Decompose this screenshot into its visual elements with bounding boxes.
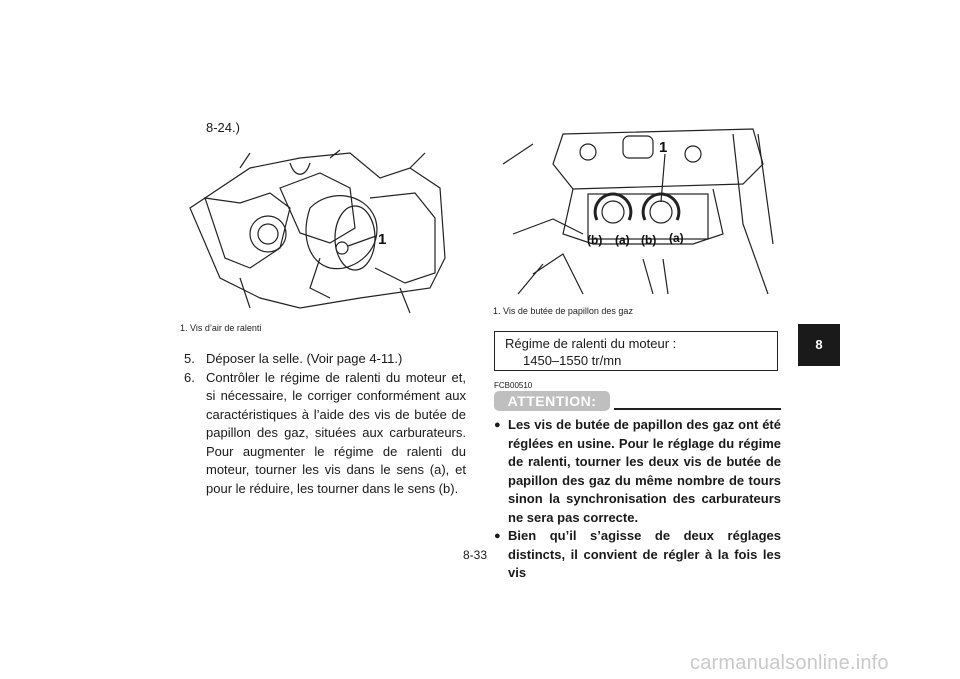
spec-label: Régime de ralenti du moteur : — [505, 336, 677, 351]
attention-bullet-1: ● Les vis de butée de papillon des gaz ont été réglées en usine. Pour le réglage du régime de ralenti, tourner les deux vis de butée de papillon des gaz du même nombre de tours sinon la synchronisation des carburateurs ne sera pas correcte. — [494, 416, 781, 527]
step-5: 5. Déposer la selle. (Voir page 4-11.) — [184, 351, 403, 366]
figure2-caption: 1. Vis de butée de papillon des gaz — [493, 306, 633, 316]
chapter-tab: 8 — [798, 324, 840, 366]
figure2-label-b2: (b) — [641, 233, 657, 247]
bullet-dot-icon: ● — [494, 419, 501, 431]
watermark: carmanualsonline.info — [690, 652, 889, 674]
figure2-callout: 1 — [659, 139, 668, 156]
page-number: 8-33 — [463, 548, 488, 562]
figure2-label-b1: (b) — [587, 233, 603, 247]
figure2-label-a1: (a) — [615, 233, 630, 247]
attention-bullet-2: ● Bien qu’il s’agisse de deux réglages distincts, il convient de régler à la fois les vis — [494, 527, 781, 583]
bullet-dot-icon: ● — [494, 530, 501, 542]
step-6: 6. Contrôler le régime de ralenti du moteur et, si nécessaire, le corriger conformément aux caractéristiques à l’aide des vis de butée de papillon des gaz, situées aux carburateurs. Pour augmenter le régime de ralenti du moteur, tourner les vis dans le sens (a), et pour le réduire, les tourner dans le sens (b). — [184, 369, 466, 496]
figure1-caption: 1. Vis d’air de ralenti — [180, 323, 262, 333]
attention-bullets — [494, 416, 781, 583]
figure-reference: 8-24.) — [206, 120, 240, 135]
attention-rule — [614, 408, 781, 410]
reference-code: FCB00510 — [494, 381, 533, 390]
procedure-steps — [184, 350, 466, 498]
idle-speed-spec-box — [494, 331, 778, 371]
idle-air-screw-illustration — [180, 148, 470, 318]
figure1-callout: 1 — [378, 231, 387, 248]
spec-value: 1450–1550 tr/mn — [523, 353, 622, 368]
attention-header — [494, 391, 781, 413]
throttle-stop-screws-illustration — [493, 124, 785, 300]
figure2-label-a2: (a) — [669, 231, 684, 245]
attention-badge: ATTENTION: — [494, 391, 610, 411]
